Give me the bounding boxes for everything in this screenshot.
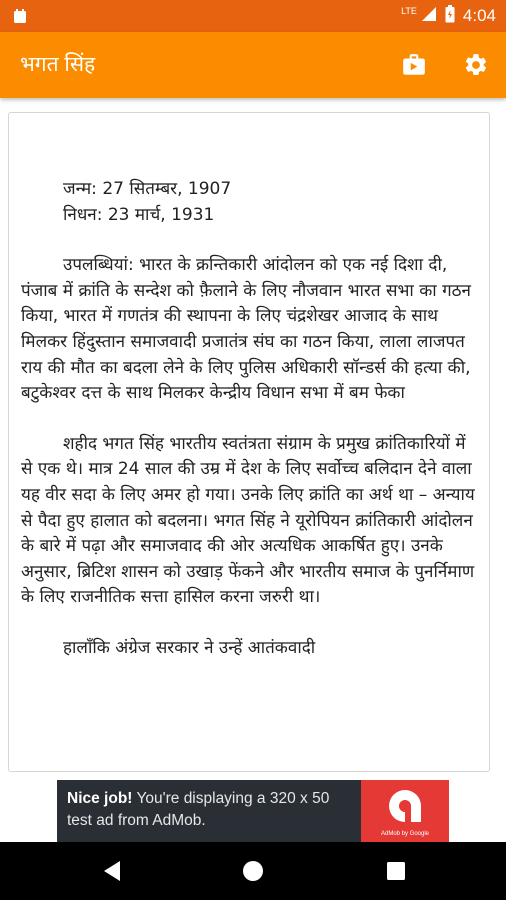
signal-icon (421, 6, 437, 26)
app-notification-icon (12, 8, 28, 24)
network-type: LTE (401, 6, 417, 16)
content-card[interactable] (8, 112, 490, 772)
achievements-paragraph: उपलब्धियां: भारत के क्रन्तिकारी आंदोलन को एक नई दिशा दी, पंजाब में क्रांति के सन्देश को फ़ैलाने के लिए नौजवान भारत सभा का गठन किया, भारत में गणतंत्र की स्थापना के लिए चंद्रशेखर आजाद के साथ मिलकर हिंदुस्तान समाजवादी प्रजातंत्र संघ का गठन किया, लाला लाजपत राय की मौत का बदला लेने के लिए पुलिस अधिकारी सॉन्डर्स की हत्या की, बटुकेश्वर दत्त के साथ मिलकर केन्द्रीय विधान सभा में बम फेका (21, 255, 471, 404)
bio-paragraph: हालाँकि अंग्रेज सरकार ने उन्हें आतंकवादी (63, 637, 316, 658)
bio-paragraph: शहीद भगत सिंह भारतीय स्वतंत्रता संग्राम के प्रमुख क्रांतिकारियों में से एक थे। मात्र 24 साल की उम्र में देश के लिए सर्वोच्च बलिदान देने वाला यह वीर सदा के लिए अमर हो गया। उनके लिए क्रांति का अर्थ था – अन्याय से पैदा हुए हालात को बदलना। भगत सिंह ने यूरोपियन क्रांतिकारी आंदोलन के बारे में पढ़ा और समाजवाद की ओर अत्यधिक आकर्षित हुए। उनके अनुसार, ब्रिटिश शासन को उखाड़ फेंकने और भारतीय समाज के पुनर्निमाण के लिए राजनीतिक सत्ता हासिल करना जरुरी था। (21, 433, 475, 608)
biography-text (21, 177, 481, 687)
app-title: भगत सिंह (20, 53, 96, 76)
ad-banner[interactable] (57, 780, 449, 842)
nav-bar (0, 842, 506, 900)
ad-headline: Nice job! (67, 790, 133, 807)
share-icon[interactable] (400, 51, 428, 79)
status-time: 4:04 (462, 6, 496, 25)
home-icon[interactable] (239, 857, 267, 885)
admob-caption: AdMob by Google (380, 831, 430, 837)
app-bar (0, 32, 506, 98)
dates-block (21, 177, 481, 228)
birth-date: जन्म: 27 सितम्बर, 1907 (63, 179, 232, 199)
status-bar (0, 0, 506, 32)
back-icon[interactable] (98, 857, 126, 885)
recents-icon[interactable] (382, 857, 410, 885)
ad-body: You're displaying a 320 x 50 test ad from AdMob. (67, 790, 330, 829)
admob-logo[interactable] (361, 780, 449, 842)
battery-icon (445, 5, 455, 27)
settings-icon[interactable] (462, 51, 490, 79)
ad-text (67, 788, 357, 832)
death-date: निधन: 23 मार्च, 1931 (63, 204, 215, 225)
